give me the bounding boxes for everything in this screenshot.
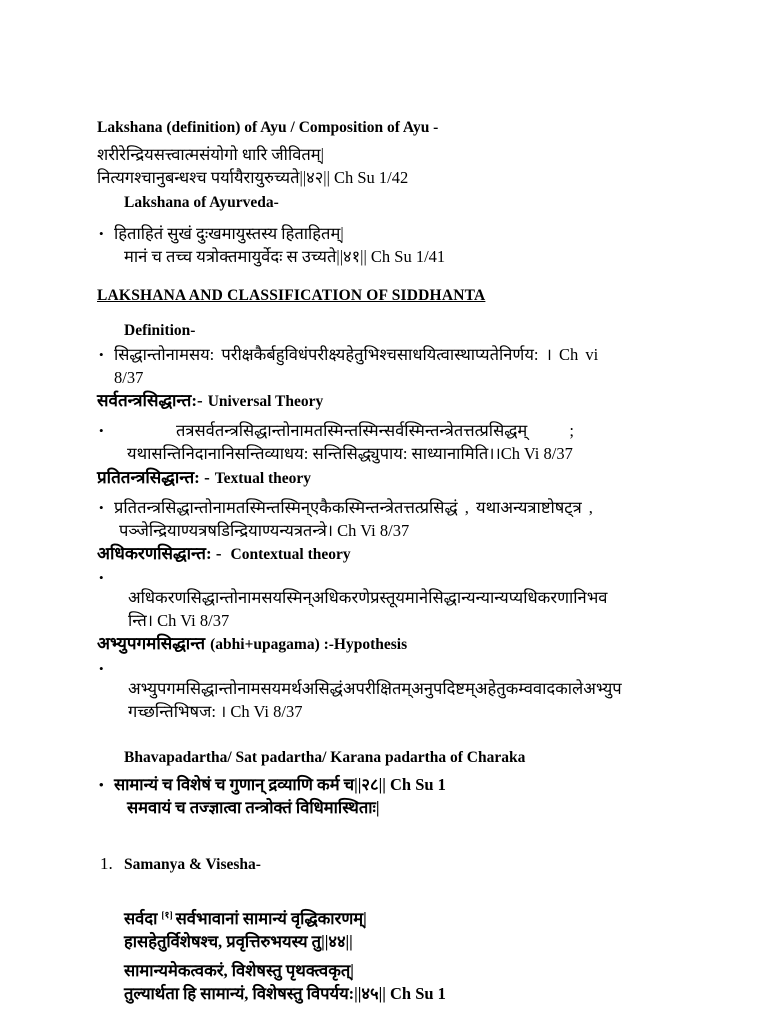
- definition-bullet: [97, 343, 672, 389]
- ayurveda-shloka-line1: हिताहितं सुखं दुःखमायुस्तस्य हिताहितम्|: [114, 224, 344, 243]
- pratitantra-heading-en: Textual theory: [214, 470, 312, 487]
- definition-line1: सिद्धान्तोनामसय: परीक्षकैर्बहुविधंपरीक्ष्यहेतुभिश्चसाधयित्वास्थाप्यतेनिर्णय: । Ch vi: [114, 345, 599, 364]
- siddhanta-section-heading: LAKSHANA AND CLASSIFICATION OF SIDDHANTA: [97, 287, 486, 304]
- samanya-verse-line3: सामान्यमेकत्वकरं, विशेषस्तु पृथक्त्वकृत्|: [124, 961, 354, 980]
- bhavapadartha-verse-line1: सामान्यं च विशेषं च गुणान् द्रव्याणि कर्म च||२८|| Ch Su 1: [114, 775, 446, 794]
- bullet-icon: •: [99, 570, 104, 585]
- definition-line2: 8/37: [114, 368, 144, 387]
- abhyupagama-heading: [97, 632, 672, 656]
- sarvatantra-heading: [97, 389, 672, 413]
- verse-text: सर्वदा: [124, 909, 158, 928]
- bullet-icon: •: [99, 226, 104, 241]
- adhikarana-heading-sa: अधिकरणसिद्धान्त: -: [97, 544, 222, 563]
- pratitantra-line2: पञ्जेन्द्रियाण्यत्रषडिन्द्रियाण्यन्यत्रतन्त्रे। Ch Vi 8/37: [119, 521, 410, 540]
- abhyupagama-line2: गच्छन्तिभिषज: । Ch Vi 8/37: [128, 702, 303, 721]
- bullet-icon: •: [99, 777, 104, 792]
- abhyupagama-line1: अभ्युपगमसिद्धान्तोनामसयमर्थअसिद्धंअपरीक्षितम्अनुपदिष्टम्अहेतुकम्ववादकालेअभ्युप: [128, 679, 622, 698]
- abhyupagama-heading-en: (abhi+upagama) :-Hypothesis: [210, 636, 408, 653]
- ayu-shloka-line2: नित्यगश्चानुबन्धश्च पर्यायैरायुरुच्यते||४२|| Ch Su 1/42: [97, 168, 409, 187]
- sarvatantra-line2: यथासन्तिनिदानानिसन्तिव्याधय: सन्तिसिद्ध्युपाय: साध्यानामिति।।Ch Vi 8/37: [127, 444, 573, 463]
- ayurveda-heading: Lakshana of Ayurveda-: [124, 194, 279, 211]
- bhavapadartha-verse-line2: समवायं च तज्ज्ञात्वा तन्त्रोक्तं विधिमास्थिताः|: [127, 798, 380, 817]
- bullet-icon: •: [99, 347, 104, 362]
- pratitantra-bullet: [97, 496, 672, 542]
- adhikarana-line1: अधिकरणसिद्धान्तोनामसयस्मिन्अधिकरणेप्रस्तूयमानेसिद्धान्यन्यान्यप्यधिकरणानिभव: [128, 588, 608, 607]
- samanya-verse-45: [124, 959, 672, 1005]
- ayu-shloka-line1: शरीरेन्द्रियसत्त्वात्मसंयोगो धारि जीवितम्|: [97, 145, 324, 164]
- list-number: 1.: [100, 854, 113, 873]
- sarvatantra-line1-tail: ;: [569, 421, 574, 440]
- definition-label: Definition-: [124, 322, 196, 339]
- sarvatantra-heading-en: Universal Theory: [207, 393, 324, 410]
- sarvatantra-line1: तत्रसर्वतन्त्रसिद्धान्तोनामतस्मिन्तस्मिन्सर्वस्मिन्तन्त्रेतत्तत्प्रसिद्धम्: [176, 421, 528, 440]
- samanya-heading: Samanya & Visesha-: [124, 856, 261, 873]
- ayurveda-shloka-line2: मानं च तच्च यत्रोक्तमायुर्वेदः स उच्यते||४१|| Ch Su 1/41: [124, 247, 446, 266]
- pratitantra-line1: प्रतितन्त्रसिद्धान्तोनामतस्मिन्तस्मिन्एकैकस्मिन्तन्त्रेतत्तत्प्रसिद्धं , यथाअन्यत्राष्टोषट्त्र ,: [114, 498, 593, 517]
- sarvatantra-heading-sa: सर्वतन्त्रसिद्धान्त:-: [97, 391, 203, 410]
- bullet-icon: •: [99, 423, 104, 438]
- ayurveda-bullet: [97, 222, 672, 268]
- abhyupagama-bullet: [97, 661, 672, 723]
- adhikarana-line2: न्ति। Ch Vi 8/37: [128, 611, 230, 630]
- bhavapadartha-heading: Bhavapadartha/ Sat padartha/ Karana padartha of Charaka: [124, 749, 526, 766]
- verse-text: सर्वभावानां सामान्यं वृद्धिकारणम्|: [175, 909, 367, 928]
- adhikarana-heading-en: Contextual theory: [230, 546, 351, 563]
- adhikarana-bullet: [97, 570, 672, 632]
- sarvatantra-bullet: [97, 419, 672, 465]
- samanya-list-item: [100, 852, 672, 875]
- samanya-verse-44: [124, 907, 672, 953]
- samanya-verse-line1: [124, 907, 672, 930]
- pratitantra-heading-sa: प्रतितन्त्रसिद्धान्त: -: [97, 468, 210, 487]
- bullet-icon: •: [99, 661, 104, 676]
- samanya-verse-line2: हासहेतुर्विशेषश्च, प्रवृत्तिरुभयस्य तु||४४||: [124, 932, 353, 951]
- footnote-marker: [१]: [161, 910, 173, 921]
- adhikarana-heading: [97, 542, 672, 566]
- abhyupagama-heading-sa: अभ्युपगमसिद्धान्त: [97, 634, 206, 653]
- pratitantra-heading: [97, 466, 672, 490]
- samanya-verse-line4: तुल्यार्थता हि सामान्यं, विशेषस्तु विपर्यय:||४५|| Ch Su 1: [124, 984, 446, 1003]
- bhavapadartha-bullet: [97, 773, 672, 819]
- ayu-shloka: [97, 143, 672, 189]
- ayu-title: Lakshana (definition) of Ayu / Composition of Ayu -: [97, 119, 439, 136]
- bullet-icon: •: [99, 500, 104, 515]
